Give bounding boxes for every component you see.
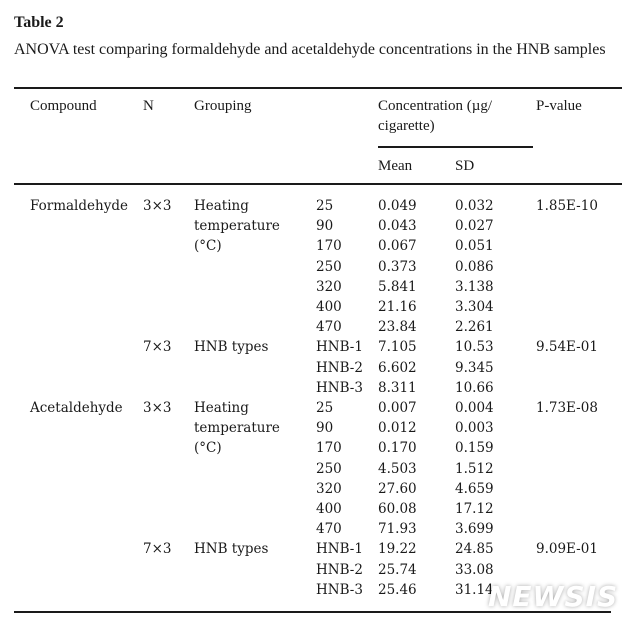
table-row-mean: 6.602 bbox=[378, 359, 417, 376]
table-row-mean: 25.74 bbox=[378, 561, 417, 578]
table-row-sd: 10.53 bbox=[455, 339, 494, 356]
table-row-mean: 0.043 bbox=[378, 218, 417, 235]
header-rule bbox=[14, 183, 622, 185]
compound-name: Acetaldehyde bbox=[30, 400, 123, 416]
table-row-sd: 1.512 bbox=[455, 460, 494, 477]
grouping-label: Heating bbox=[194, 198, 249, 214]
table-row-level: HNB-3 bbox=[316, 379, 363, 396]
table-row-sd: 2.261 bbox=[455, 319, 494, 336]
table-row-level: 250 bbox=[316, 258, 342, 275]
table-row-mean: 21.16 bbox=[378, 299, 417, 315]
table-row-mean: 0.012 bbox=[378, 420, 417, 437]
table-row-level: HNB-3 bbox=[316, 581, 363, 598]
table-row-level: 470 bbox=[316, 319, 342, 336]
table-row-mean: 4.503 bbox=[378, 460, 417, 477]
table-row-sd: 3.699 bbox=[455, 521, 494, 538]
table-row-mean: 19.22 bbox=[378, 541, 417, 558]
header-grouping: Grouping bbox=[194, 98, 252, 114]
table-row-sd: 24.85 bbox=[455, 541, 494, 558]
table-row-sd: 0.159 bbox=[455, 440, 494, 457]
header-compound: Compound bbox=[30, 98, 97, 114]
table-label: Table 2 bbox=[14, 14, 64, 31]
top-rule bbox=[14, 87, 622, 89]
table-row-sd: 3.138 bbox=[455, 278, 494, 295]
p-value: 1.85E-10 bbox=[536, 198, 598, 214]
table-row-level: 320 bbox=[316, 480, 342, 497]
table-row-mean: 60.08 bbox=[378, 501, 417, 517]
n-value: 3×3 bbox=[143, 400, 172, 416]
table-row-mean: 7.105 bbox=[378, 339, 417, 356]
table-row-mean: 0.049 bbox=[378, 198, 417, 214]
p-value: 9.09E-01 bbox=[536, 541, 598, 558]
table-row-level: 90 bbox=[316, 218, 334, 235]
grouping-label: temperature bbox=[194, 218, 280, 235]
table-row-level: HNB-2 bbox=[316, 359, 363, 376]
table-row-mean: 5.841 bbox=[378, 278, 417, 295]
table-row-mean: 0.170 bbox=[378, 440, 417, 457]
table-row-sd: 0.086 bbox=[455, 258, 494, 275]
table-row-sd: 10.66 bbox=[455, 379, 494, 396]
table-row-level: 170 bbox=[316, 238, 342, 255]
table-row-level: HNB-1 bbox=[316, 339, 363, 356]
table-row-mean: 0.067 bbox=[378, 238, 417, 255]
table-row-sd: 31.14 bbox=[455, 581, 494, 598]
table-row-mean: 8.311 bbox=[378, 379, 417, 396]
table-row-sd: 9.345 bbox=[455, 359, 494, 376]
grouping-label: (°C) bbox=[194, 440, 222, 457]
header-n: N bbox=[143, 98, 154, 114]
table-row-level: HNB-1 bbox=[316, 541, 363, 558]
grouping-label: Heating bbox=[194, 400, 249, 416]
compound-name: Formaldehyde bbox=[30, 198, 128, 214]
table-row-level: 90 bbox=[316, 420, 334, 437]
table-row-level: 170 bbox=[316, 440, 342, 457]
p-value: 9.54E-01 bbox=[536, 339, 598, 356]
n-value: 7×3 bbox=[143, 339, 172, 356]
table-row-level: 400 bbox=[316, 299, 342, 315]
table-caption: ANOVA test comparing formaldehyde and acetaldehyde concentrations in the HNB samples bbox=[14, 41, 606, 58]
table-row-sd: 3.304 bbox=[455, 299, 494, 315]
table-row-level: 400 bbox=[316, 501, 342, 517]
table-row-sd: 4.659 bbox=[455, 480, 494, 497]
n-value: 7×3 bbox=[143, 541, 172, 558]
header-sd: SD bbox=[455, 158, 475, 174]
table-row-mean: 71.93 bbox=[378, 521, 417, 538]
header-pvalue: P-value bbox=[536, 98, 582, 114]
table-row-sd: 0.027 bbox=[455, 218, 494, 235]
table-row-level: HNB-2 bbox=[316, 561, 363, 578]
table-row-mean: 23.84 bbox=[378, 319, 417, 336]
grouping-label: HNB types bbox=[194, 339, 269, 356]
table-row-level: 25 bbox=[316, 400, 334, 416]
table-row-level: 250 bbox=[316, 460, 342, 477]
grouping-label: HNB types bbox=[194, 541, 269, 558]
table-row-sd: 0.003 bbox=[455, 420, 494, 437]
table-row-mean: 0.007 bbox=[378, 400, 417, 416]
header-concentration-line2: cigarette) bbox=[378, 118, 435, 134]
header-concentration-line1: Concentration (µg/ bbox=[378, 98, 493, 114]
table-row-sd: 0.032 bbox=[455, 198, 494, 214]
table-row-sd: 17.12 bbox=[455, 501, 494, 517]
table-row-sd: 33.08 bbox=[455, 561, 494, 578]
watermark-logo: NEWSIS bbox=[488, 580, 619, 613]
grouping-label: (°C) bbox=[194, 238, 222, 255]
p-value: 1.73E-08 bbox=[536, 400, 598, 416]
table-row-level: 320 bbox=[316, 278, 342, 295]
grouping-label: temperature bbox=[194, 420, 280, 437]
table-row-mean: 25.46 bbox=[378, 581, 417, 598]
table-row-sd: 0.004 bbox=[455, 400, 494, 416]
table-row-mean: 27.60 bbox=[378, 480, 417, 497]
header-mean: Mean bbox=[378, 158, 413, 174]
table-row-level: 25 bbox=[316, 198, 334, 214]
table-row-level: 470 bbox=[316, 521, 342, 538]
table-row-mean: 0.373 bbox=[378, 258, 417, 275]
table-row-sd: 0.051 bbox=[455, 238, 494, 255]
concentration-subheader-rule bbox=[378, 146, 533, 148]
n-value: 3×3 bbox=[143, 198, 172, 214]
